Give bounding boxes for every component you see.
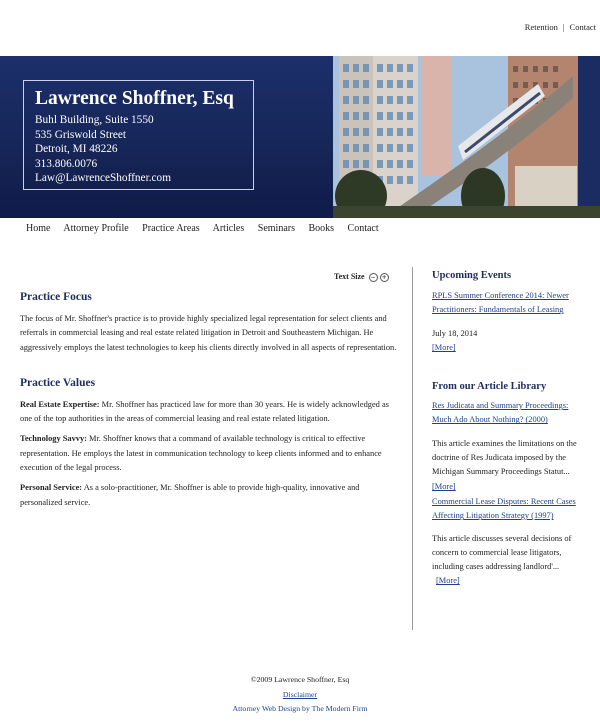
nav-home[interactable]: Home [26,223,51,234]
article-library-heading: From our Article Library [432,381,547,393]
value-label: Real Estate Expertise: [20,399,100,409]
main-content [20,270,400,510]
article-summary [432,532,584,589]
article-title-link[interactable]: Res Judicata and Summary Proceedings: Much Ado About Nothing? (2000) [432,401,569,425]
nav-attorney-profile[interactable]: Attorney Profile [63,223,129,234]
design-credit-link[interactable]: Attorney Web Design by The Modern Firm [232,704,368,713]
disclaimer-link[interactable]: Disclaimer [282,689,318,699]
sidebar [432,270,584,589]
article-more-link[interactable]: [More] [432,481,456,491]
address-city: Detroit, MI 48226 [35,143,118,156]
practice-values-heading: Practice Values [20,376,96,389]
event-title-link[interactable]: RPLS Summer Conference 2014: Newer Practitioners: Fundamentals of Leasing [432,291,569,315]
text-size-label: Text Size [334,272,365,281]
value-text: Mr. Shoffner knows that a command of available technology is critical to effective representation. He employs the latest in communication technology to keep clients informed and to enhance execution of the legal process. [20,434,382,473]
value-personal-service [20,481,400,510]
practice-focus-heading: Practice Focus [20,291,92,303]
event-date: July 18, 2014 [432,328,478,338]
address-building: Buhl Building, Suite 1550 [35,114,154,126]
event-more-link[interactable]: [More] [432,342,456,352]
practice-focus-text: The focus of Mr. Shoffner's practice is to provide highly specialized legal representation for select clients and referrals in commercial leasing and real estate related litigation in Detroit and Southeastern Michigan. He aggressively employs the latest technologies to keep his clients directly involved in all aspects of representation. [20,314,397,352]
upcoming-events-heading: Upcoming Events [432,270,512,281]
value-text: As a solo-practitioner, Mr. Shoffner is able to provide high-quality, innovative and personalized service. [20,483,360,507]
increase-text-icon[interactable]: + [380,273,389,282]
value-label: Personal Service: [20,483,83,493]
copyright-text: ©2009 Lawrence Shoffner, Esq [250,675,350,684]
attorney-name: Lawrence Shoffner, Esq [35,88,234,109]
top-contact-link[interactable]: Contact [569,22,596,32]
phone-number: 313.806.0076 [35,157,98,170]
value-real-estate [20,398,400,427]
address-street: 535 Griswold Street [35,128,126,141]
nav-books[interactable]: Books [308,223,335,234]
article-summary [432,437,584,494]
detroit-skyline-photo [333,56,600,218]
skyline-illustration [333,56,600,218]
top-links [525,22,596,32]
column-divider [412,267,413,630]
value-label: Technology Savvy: [20,434,87,444]
article-more-link[interactable]: [More] [436,576,460,586]
article-summary-text: This article discusses several decisions of concern to commercial lease litigators, including cases addressing landlord'... [432,533,572,572]
nav-seminars[interactable]: Seminars [257,223,295,234]
article-title-link[interactable]: Commercial Lease Disputes: Recent Cases Affecting Litigation Strategy (1997) [432,496,576,521]
main-nav [26,223,390,234]
decrease-text-icon[interactable]: − [369,273,378,282]
article-summary-text: This article examines the limitations on the doctrine of Res Judicata imposed by the Michigan Summary Proceedings Statut... [432,438,577,477]
retention-link[interactable]: Retention [524,22,558,32]
contact-info-box [23,80,254,190]
value-text: Mr. Shoffner has practiced law for more than 30 years. He is widely acknowledged as one of the top authorities in the areas of commercial leasing and real estate related litigation. [20,399,389,424]
top-links-separator: | [562,22,565,32]
nav-practice-areas[interactable]: Practice Areas [142,223,200,234]
value-technology [20,432,400,475]
header-banner [0,56,600,218]
footer [0,673,600,717]
email-address[interactable]: Law@LawrenceShoffner.com [35,172,171,185]
nav-articles[interactable]: Articles [212,223,245,234]
nav-contact[interactable]: Contact [347,223,379,234]
